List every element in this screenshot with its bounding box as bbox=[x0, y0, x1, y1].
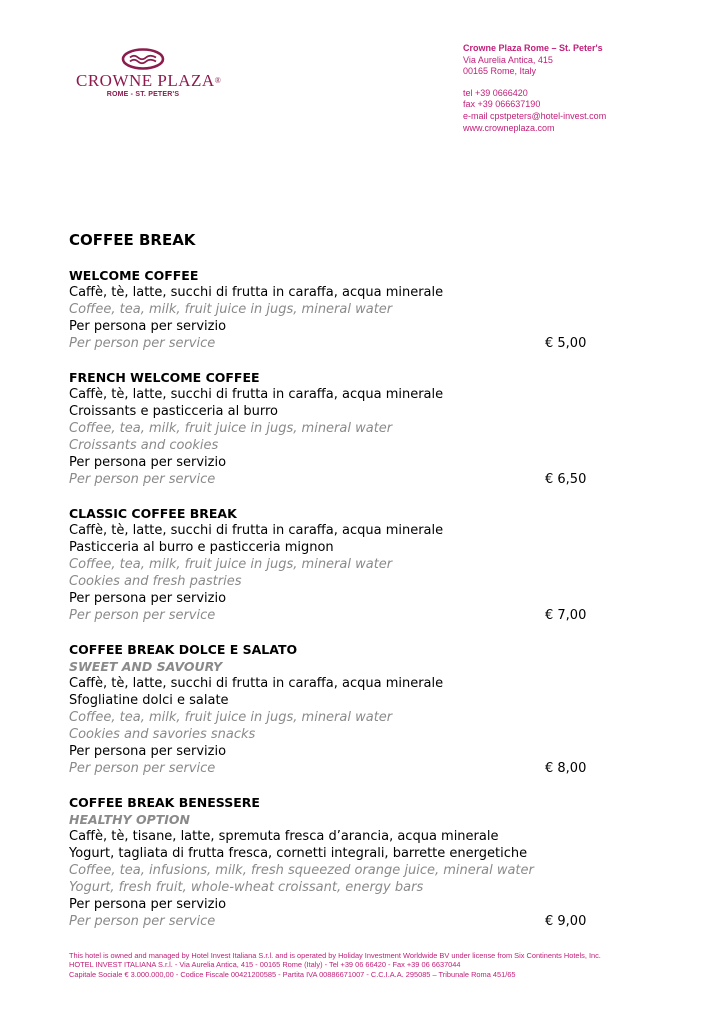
item-english: Yogurt, fresh fruit, whole-wheat croissant, energy bars bbox=[69, 880, 424, 895]
brand-logo bbox=[76, 48, 222, 99]
per-person-english: Per person per service bbox=[69, 608, 216, 623]
section-title: WELCOME COFFEE bbox=[69, 268, 199, 283]
street: Via Aurelia Antica, 415 bbox=[463, 54, 553, 65]
menu-section bbox=[69, 369, 589, 488]
price: € 9,00 bbox=[545, 914, 587, 929]
item-italian: Caffè, tè, latte, succhi di frutta in caraffa, acqua minerale bbox=[69, 676, 444, 691]
city: 00165 Rome, Italy bbox=[463, 66, 537, 77]
item-italian: Caffè, tè, latte, succhi di frutta in caraffa, acqua minerale bbox=[69, 387, 444, 402]
section-title: COFFEE BREAK BENESSERE bbox=[69, 795, 260, 810]
item-english: Coffee, tea, milk, fruit juice in jugs, mineral water bbox=[69, 302, 393, 317]
price: € 7,00 bbox=[545, 608, 587, 623]
footer-company: HOTEL INVEST ITALIANA S.r.l. - Via Aurelia Antica, 415 - 00165 Rome (Italy) - Tel +39 06 66420 - Fax +39 06 6637044 bbox=[69, 960, 461, 970]
per-person-english: Per person per service bbox=[69, 336, 216, 351]
hotel-name: Crowne Plaza Rome – St. Peter's bbox=[463, 43, 603, 53]
per-person-italian: Per persona per servizio bbox=[69, 591, 227, 606]
footer bbox=[69, 951, 689, 979]
price: € 8,00 bbox=[545, 761, 587, 776]
item-italian: Croissants e pasticceria al burro bbox=[69, 404, 278, 419]
item-english: Coffee, tea, milk, fruit juice in jugs, mineral water bbox=[69, 421, 393, 436]
per-person-italian: Per persona per servizio bbox=[69, 319, 227, 334]
logo-subtitle: ROME - ST. PETER'S bbox=[106, 91, 180, 98]
item-english: Cookies and savories snacks bbox=[69, 727, 256, 742]
crowne-plaza-crown-icon bbox=[121, 48, 165, 70]
email-link[interactable]: e-mail cpstpeters@hotel-invest.com bbox=[463, 110, 607, 121]
item-italian: Yogurt, tagliata di frutta fresca, cornetti integrali, barrette energetiche bbox=[69, 846, 528, 861]
per-person-italian: Per persona per servizio bbox=[69, 455, 227, 470]
menu-section bbox=[69, 505, 589, 624]
per-person-english: Per person per service bbox=[69, 761, 216, 776]
section-title: COFFEE BREAK DOLCE E SALATO bbox=[69, 642, 298, 657]
footer-registration: Capitale Sociale € 3.000.000,00 - Codice Fiscale 00421200585 - Partita IVA 00886671007 - C.C.I.A.A. 295085 – Tribunale Roma 451/65 bbox=[69, 969, 516, 979]
section-subtitle: SWEET AND SAVOURY bbox=[69, 659, 223, 674]
price-row bbox=[69, 760, 589, 777]
price-row bbox=[69, 607, 589, 624]
per-person-english: Per person per service bbox=[69, 914, 216, 929]
footer-ownership: This hotel is owned and managed by Hotel Invest Italiana S.r.l. and is operated by Holiday Investment Worldwide BV under license from Six Continents Hotels, Inc. bbox=[69, 951, 601, 960]
hotel-address bbox=[463, 43, 703, 134]
price: € 5,00 bbox=[545, 336, 587, 351]
per-person-english: Per person per service bbox=[69, 472, 216, 487]
price-row bbox=[69, 335, 589, 352]
price-row bbox=[69, 471, 589, 488]
section-subtitle: HEALTHY OPTION bbox=[69, 812, 191, 827]
menu-section bbox=[69, 794, 589, 930]
item-italian: Pasticceria al burro e pasticceria mignon bbox=[69, 540, 334, 555]
fax: fax +39 066637190 bbox=[463, 99, 541, 110]
item-italian: Caffè, tè, latte, succhi di frutta in caraffa, acqua minerale bbox=[69, 523, 444, 538]
menu-list bbox=[69, 267, 589, 947]
phone: tel +39 0666420 bbox=[463, 87, 528, 98]
logo-wordmark: CROWNE PLAZA® bbox=[76, 71, 222, 90]
section-title: CLASSIC COFFEE BREAK bbox=[69, 506, 237, 521]
item-english: Croissants and cookies bbox=[69, 438, 219, 453]
item-english: Coffee, tea, infusions, milk, fresh squeezed orange juice, mineral water bbox=[69, 863, 534, 878]
item-english: Coffee, tea, milk, fruit juice in jugs, mineral water bbox=[69, 557, 393, 572]
menu-section bbox=[69, 641, 589, 777]
price: € 6,50 bbox=[545, 472, 587, 487]
price-row bbox=[69, 913, 589, 930]
website-link[interactable]: www.crowneplaza.com bbox=[463, 122, 555, 133]
item-italian: Caffè, tè, tisane, latte, spremuta fresca d’arancia, acqua minerale bbox=[69, 829, 499, 844]
item-english: Coffee, tea, milk, fruit juice in jugs, mineral water bbox=[69, 710, 393, 725]
per-person-italian: Per persona per servizio bbox=[69, 897, 227, 912]
per-person-italian: Per persona per servizio bbox=[69, 744, 227, 759]
item-italian: Caffè, tè, latte, succhi di frutta in caraffa, acqua minerale bbox=[69, 285, 444, 300]
item-italian: Sfogliatine dolci e salate bbox=[69, 693, 229, 708]
section-title: FRENCH WELCOME COFFEE bbox=[69, 370, 260, 385]
trademark-symbol: ® bbox=[214, 76, 222, 85]
menu-section bbox=[69, 267, 589, 352]
page-title: COFFEE BREAK bbox=[69, 231, 196, 249]
item-english: Cookies and fresh pastries bbox=[69, 574, 242, 589]
